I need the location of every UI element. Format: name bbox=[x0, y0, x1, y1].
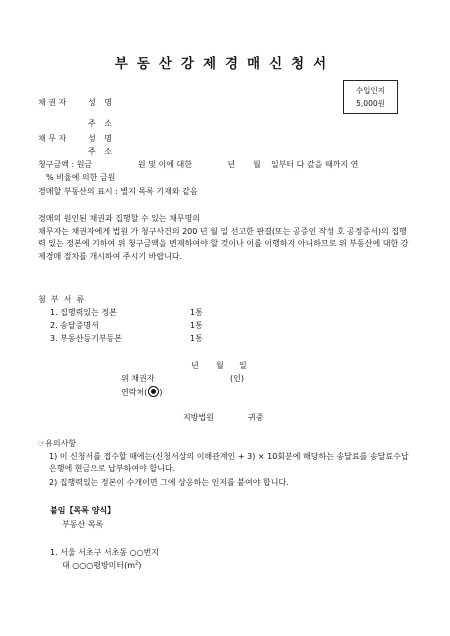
claim-amount-line: 청구금액 : 원금 원 및 이에 대한 년 월 일부터 다 갚을 때까지 연 bbox=[38, 160, 359, 169]
annex-item-2-close: ) bbox=[138, 561, 142, 570]
attachment-item-3: 3. 부동산등기부등본 bbox=[50, 334, 122, 343]
attachment-count-2: 1통 bbox=[190, 321, 203, 330]
creditor-label: 채 권 자 bbox=[38, 98, 67, 107]
contact-line bbox=[121, 386, 162, 398]
attachment-count-1: 1통 bbox=[190, 308, 203, 317]
debtor-label: 채 무 자 bbox=[38, 134, 67, 143]
cause-body: 채무자는 채권자에게 법원 가 청구사건의 200 년 월 일 선고한 판결(또는 공증인 작성 호 공정증서)의 집행력 있는 정본에 기하여 위 청구금액을 변제하여야 할 것이나 이를 이행하지 아니하므로 위 부동산에 대한 강제경매 절차를 개시하여 주시기 바랍니다. bbox=[38, 227, 409, 261]
annex-item-2 bbox=[62, 560, 141, 571]
annex-item-1: 1. 서울 서초구 서초동 ○○번지 bbox=[50, 548, 160, 557]
date-year: 년 bbox=[191, 361, 199, 370]
note-item-1: 1) 이 신청서를 접수할 때에는(신청서상의 이해관계인 + 3) × 10회분에 해당하는 송달료를 송달료수납은행에 현금으로 납부하여야 합니다. bbox=[49, 452, 409, 474]
attachment-item-1: 1. 집행력있는 정본 bbox=[50, 308, 117, 317]
annex-label: 붙임【목록 양식】 bbox=[50, 506, 116, 515]
attachment-count-3: 1통 bbox=[190, 334, 203, 343]
stamp-amount: 5,000원 bbox=[356, 99, 385, 108]
court-suffix: 귀중 bbox=[248, 413, 264, 422]
property-description: 경매할 부동산의 표시 : 별지 목록 기재와 같음 bbox=[38, 187, 198, 196]
court-name: 지방법원 bbox=[183, 413, 214, 422]
annex-subtitle: 부동산 목록 bbox=[62, 520, 104, 529]
attachment-item-2: 2. 송달증명서 bbox=[50, 321, 99, 330]
document-title: 부동산강제경매신청서 bbox=[114, 56, 336, 72]
contact-label: 연락처( bbox=[121, 388, 148, 397]
revenue-stamp-box bbox=[343, 80, 398, 114]
area-unit-exponent: 2 bbox=[135, 560, 139, 567]
date-day: 일 bbox=[239, 361, 247, 370]
annex-item-2-text: 대 ○○○평방미터( bbox=[62, 561, 128, 570]
signer-label: 위 채권자 bbox=[121, 374, 155, 383]
contact-close: ) bbox=[159, 388, 163, 397]
debtor-name-label: 성 명 bbox=[88, 134, 112, 143]
cause-heading: 경매의 원인된 채권과 집행할 수 있는 채무명의 bbox=[38, 214, 201, 223]
phone-icon bbox=[148, 386, 159, 397]
area-unit: m bbox=[127, 561, 136, 570]
seal-mark: (인) bbox=[230, 374, 244, 383]
debtor-address-label: 주 소 bbox=[88, 147, 112, 156]
claim-rate-line: % 비율에 의한 금원 bbox=[46, 173, 116, 182]
date-month: 월 bbox=[216, 361, 224, 370]
notes-heading: ☞유의사항 bbox=[38, 439, 77, 448]
creditor-name-label: 성 명 bbox=[88, 98, 112, 107]
stamp-label: 수입인지 bbox=[356, 86, 385, 95]
creditor-address-label: 주 소 bbox=[88, 119, 112, 128]
note-item-2: 2) 집행력있는 정본이 수개이면 그에 상응하는 인지를 붙여야 합니다. bbox=[49, 478, 289, 487]
attachments-heading: 첨 부 서 류 bbox=[38, 295, 85, 304]
